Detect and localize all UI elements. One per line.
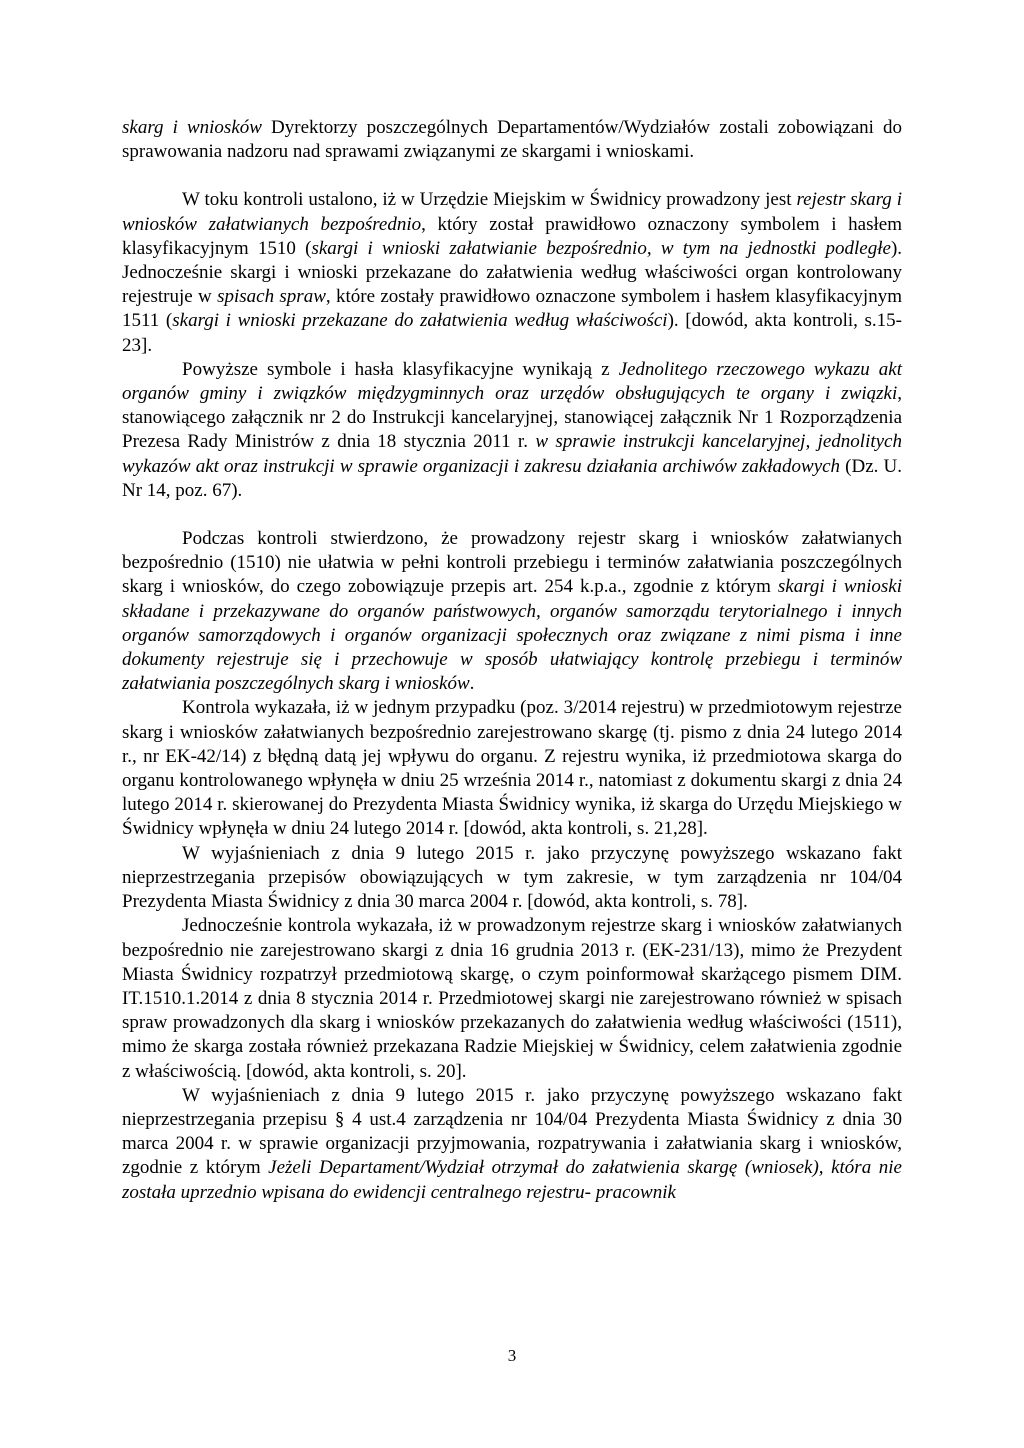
text-run: Kontrola wykazała, iż w jednym przypadku (poz. 3/2014 rejestru) w przedmiotowym rejestrze skarg i wniosków załatwianych bezpośrednio zarejestrowano skargę (tj. pismo z dnia 24 lutego 2014 r., nr EK-42/14) z błędną datą jej wpływu do organu. Z rejestru wynika, iż przedmiotowa skarga do organu kontrolowanego wpłynęła w dniu 25 września 2014 r., natomiast z dokumentu skargi z dnia 24 lutego 2014 r. skierowanej do Prezydenta Miasta Świdnicy wynika, iż skarga do Urzędu Miejskiego w Świdnicy wpłynęła w dniu 24 lutego 2014 r. [dowód, akta kontroli, s. 21,28]. [122, 697, 902, 840]
document-body [122, 116, 902, 1205]
text-run: Dyrektorzy poszczególnych Departamentów/Wydziałów zostali zobowiązani do sprawowania nadzoru nad sprawami związanymi ze skargami i wnioskami. [122, 117, 902, 163]
text-run: . [469, 673, 475, 695]
italic-text-run: rejestr skarg i wniosków załatwianych bezpośrednio [122, 189, 903, 235]
body-paragraph [122, 358, 902, 503]
body-paragraph [122, 527, 902, 696]
text-run: Powyższe symbole i hasła klasyfikacyjne wynikają z [182, 358, 619, 380]
text-run: Podczas kontroli stwierdzono, że prowadzony rejestr skarg i wniosków załatwianych bezpośrednio (1510) nie ułatwia w pełni kontroli przebiegu i terminów załatwiania poszczególnych skarg i wniosków, do czego zobowiązuje przepis art. 254 k.p.a., zgodnie z którym [122, 528, 902, 598]
italic-text-run: spisach spraw [217, 286, 326, 308]
italic-text-run: skargi i wnioski składane i przekazywane do organów państwowych, organów samorządu terytorialnego i innych organów samorządowych i organów organizacji społecznych oraz związane z nimi pisma i inne dokumenty rejestruje się i przechowuje w sposób ułatwiający kontrolę przebiegu i terminów załatwiania poszczególnych skarg i wniosków [122, 576, 902, 695]
text-run: Jednocześnie kontrola wykazała, iż w prowadzonym rejestrze skarg i wniosków załatwianych bezpośrednio nie zarejestrowano skargi z dnia 16 grudnia 2013 r. (EK-231/13), mimo że Prezydent Miasta Świdnicy rozpatrzył przedmiotową skargę, o czym poinformował skarżącego pismem DIM. IT.1510.1.2014 z dnia 8 stycznia 2014 r. Przedmiotowej skargi nie zarejestrowano również w spisach spraw prowadzonych dla skarg i wniosków przekazanych do załatwienia według właściwości (1511), mimo że skarga została również przekazana Radzie Miejskiej w Świdnicy, celem załatwienia zgodnie z właściwością. [dowód, akta kontroli, s. 20]. [122, 915, 902, 1082]
text-run: ). Jednocześnie skargi i wnioski przekazane do załatwienia według właściwości organ kontrolowany rejestruje w [122, 237, 903, 308]
text-run: , które zostały prawidłowo oznaczone symbolem i hasłem klasyfikacyjnym 1511 ( [122, 286, 902, 332]
italic-text-run: skargi i wnioski załatwianie bezpośrednio, w tym na jednostki podległe [311, 237, 891, 259]
text-run: , który został prawidłowo oznaczony symbolem i hasłem klasyfikacyjnym 1510 ( [122, 213, 902, 259]
body-paragraph [122, 842, 902, 915]
text-run: (Dz. U. Nr 14, poz. 67). [122, 455, 902, 501]
text-run: ). [dowód, akta kontroli, s.15-23]. [122, 310, 903, 356]
italic-text-run: w sprawie instrukcji kancelaryjnej, jednolitych wykazów akt oraz instrukcji w sprawie organizacji i zakresu działania archiwów zakładowych [122, 431, 902, 477]
italic-text-run: Jeżeli Departament/Wydział otrzymał do załatwienia skargę (wniosek), która nie została uprzednio wpisana do ewidencji centralnego rejestru- pracownik [122, 1157, 902, 1203]
text-run: W toku kontroli ustalono, iż w Urzędzie Miejskim w Świdnicy prowadzony jest [182, 189, 797, 211]
italic-text-run: Jednolitego rzeczowego wykazu akt organów gminy i związków międzygminnych oraz urzędów obsługujących te organy i związki [122, 358, 902, 405]
body-paragraph [122, 188, 902, 357]
italic-text-run: skarg i wniosków [122, 117, 262, 138]
body-paragraph [122, 914, 902, 1083]
italic-text-run: skargi i wnioski przekazane do załatwienia według właściwości [172, 310, 668, 332]
page-number: 3 [507, 1346, 517, 1365]
body-paragraph [122, 116, 902, 164]
text-run: W wyjaśnieniach z dnia 9 lutego 2015 r. jako przyczynę powyższego wskazano fakt nieprzestrzegania przepisu § 4 ust.4 zarządzenia nr 104/04 Prezydenta Miasta Świdnicy z dnia 30 marca 2004 r. w sprawie organizacji przyjmowania, rozpatrywania i załatwiania skarg i wniosków, zgodnie z którym [122, 1084, 902, 1179]
body-paragraph [122, 1084, 902, 1205]
text-run: , stanowiącego załącznik nr 2 do Instrukcji kancelaryjnej, stanowiącej załącznik Nr 1 Rozporządzenia Prezesa Rady Ministrów z dnia 18 stycznia 2011 r. [122, 383, 902, 453]
text-run: W wyjaśnieniach z dnia 9 lutego 2015 r. jako przyczynę powyższego wskazano fakt nieprzestrzegania przepisów obowiązujących w tym zakresie, w tym zarządzenia nr 104/04 Prezydenta Miasta Świdnicy z dnia 30 marca 2004 r. [dowód, akta kontroli, s. 78]. [122, 842, 902, 913]
body-paragraph [122, 696, 902, 841]
